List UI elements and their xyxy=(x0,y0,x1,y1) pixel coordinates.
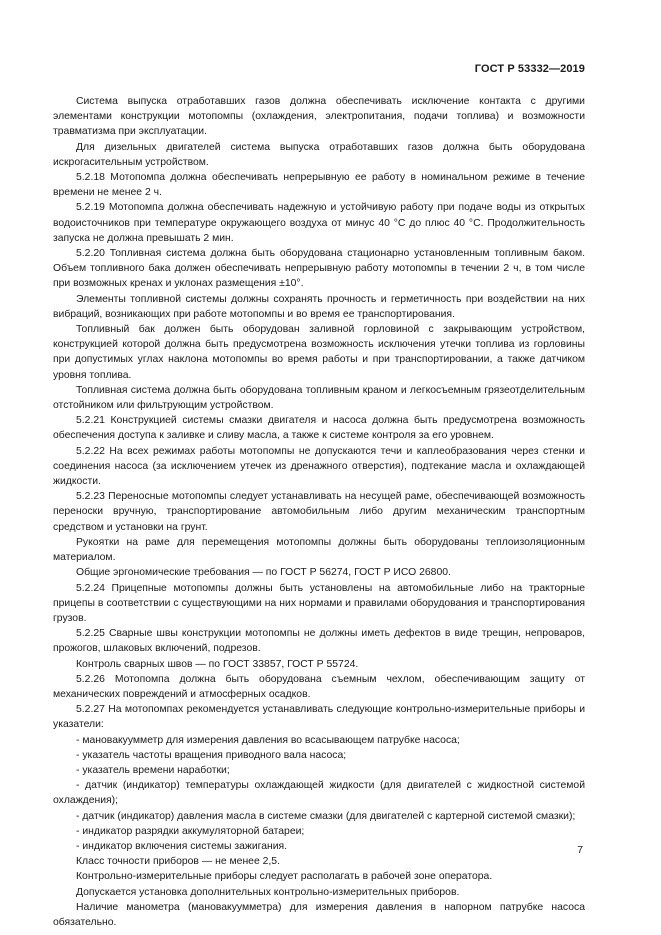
list-item-text: датчик (индикатор) температуры охлаждающей жидкости (для двигателей с жидкостной системой охлаждения); xyxy=(53,780,585,807)
paragraph: Контрольно-измерительные приборы следует располагать в рабочей зоне оператора. xyxy=(76,871,493,883)
list-item-text: индикатор разрядки аккумуляторной батареи; xyxy=(82,825,305,837)
paragraph: 5.2.21 Конструкцией системы смазки двигателя и насоса должна быть предусмотрена возможность обеспечения доступа к заливке и сливу масла, а также к системе контроля за его уровнем. xyxy=(53,415,585,442)
paragraph: Элементы топливной системы должны сохранять прочность и герметичность при воздействии на них вибраций, возникающих при работе мотопомпы и во время ее транспортирования. xyxy=(53,293,585,320)
list-item-text: указатель частоты вращения приводного вала насоса; xyxy=(82,749,347,761)
paragraph: Для дизельных двигателей система выпуска отработавших газов должна быть оборудована искрогасительным устройством. xyxy=(53,141,585,168)
page-number: 7 xyxy=(577,845,583,856)
list-item-text: индикатор включения системы зажигания. xyxy=(82,840,288,852)
paragraph: 5.2.19 Мотопомпа должна обеспечивать надежную и устойчивую работу при подаче воды из открытых водоисточников при температуре окружающего воздуха от минус 40 °С до плюс 40 °С. Продолжительность запуска не должна превышать 2 мин. xyxy=(53,202,585,244)
paragraph: 5.2.20 Топливная система должна быть оборудована стационарно установленным топливным баком. Объем топливного бака должен обеспечивать непрерывную работу мотопомпы в течении 2 ч, в том числе при возможных кренах и уклонах размещения ±10°. xyxy=(53,248,585,290)
list-marker: - xyxy=(76,749,80,761)
paragraph: Топливная система должна быть оборудована топливным краном и легкосъемным грязеотделительным отстойником или фильтрующим устройством. xyxy=(53,384,585,412)
paragraph: 5.2.18 Мотопомпа должна обеспечивать непрерывную ее работу в номинальном режиме в течение времени не менее 2 ч. xyxy=(53,172,585,199)
paragraph: 5.2.25 Сварные швы конструкции мотопомпы не должны иметь дефектов в виде трещин, непроваров, прожогов, шлаковых включений, подрезов. xyxy=(53,628,585,655)
list-marker: - xyxy=(76,825,80,837)
list-marker: - xyxy=(76,840,80,852)
list-item xyxy=(53,824,585,839)
list-marker: - xyxy=(76,734,80,746)
standard-header: ГОСТ Р 53332—2019 xyxy=(474,63,585,75)
paragraph: Допускается установка дополнительных контрольно-измерительных приборов. xyxy=(76,886,460,898)
list-item xyxy=(53,778,585,808)
list-item-text: мановакуумметр для измерения давления во всасывающем патрубке насоса; xyxy=(82,734,460,746)
paragraph: Наличие манометра (мановакуумметра) для измерения давления в напорном патрубке насоса обязательно. xyxy=(53,901,585,928)
document-body xyxy=(53,94,585,930)
paragraph: 5.2.23 Переносные мотопомпы следует устанавливать на несущей раме, обеспечивающей возможность переноски вручную, транспортирование автомобильным либо другим механическим транспортным средством и установки на грунт. xyxy=(53,491,585,533)
list-item-text: указатель времени наработки; xyxy=(82,764,230,776)
list-marker: - xyxy=(76,810,80,822)
list-item xyxy=(53,733,585,748)
paragraph: Общие эргономические требования — по ГОСТ Р 56274, ГОСТ Р ИСО 26800. xyxy=(76,567,451,579)
paragraph: Рукоятки на раме для перемещения мотопомпы должны быть оборудованы теплоизоляционным материалом. xyxy=(53,536,585,564)
paragraph: 5.2.22 На всех режимах работы мотопомпы не допускаются течи и каплеобразования через стенки и соединения насоса (за исключением утечек из дренажного отверстия), подтекание масла и охлаждающей жидкости. xyxy=(53,445,585,488)
paragraph: Топливный бак должен быть оборудован заливной горловиной с закрывающим устройством, конструкцией которой должна быть предусмотрена возможность исключения утечки топлива из горловины при допустимых углах наклона мотопомпы во время работы и при транспортировании, а также датчиком уровня топлива. xyxy=(53,324,585,381)
list-marker: - xyxy=(76,780,80,792)
list-item-text: датчик (индикатор) давления масла в системе смазки (для двигателей с картерной системой смазки); xyxy=(82,810,576,822)
paragraph: 5.2.26 Мотопомпа должна быть оборудована съемным чехлом, обеспечивающим защиту от механических повреждений и атмосферных осадков. xyxy=(53,673,585,700)
paragraph: Система выпуска отработавших газов должна обеспечивать исключение контакта с другими элементами конструкции мотопомпы (охлаждения, электропитания, подачи топлива) и возможности травматизма при эксплуатации. xyxy=(53,96,585,138)
paragraph: 5.2.27 На мотопомпах рекомендуется устанавливать следующие контрольно-измерительные приборы и указатели: xyxy=(53,704,585,731)
list-item xyxy=(53,763,585,778)
paragraph: 5.2.24 Прицепные мотопомпы должны быть установлены на автомобильные либо на тракторные прицепы в соответствии с существующими на них нормами и правилами оборудования и транспортирования грузов. xyxy=(53,582,585,624)
list-item xyxy=(53,839,585,854)
paragraph: Класс точности приборов — не менее 2,5. xyxy=(76,856,280,868)
list-item xyxy=(53,748,585,763)
list-marker: - xyxy=(76,764,80,776)
list-item xyxy=(53,809,585,824)
paragraph: Контроль сварных швов — по ГОСТ 33857, ГОСТ Р 55724. xyxy=(76,658,359,670)
